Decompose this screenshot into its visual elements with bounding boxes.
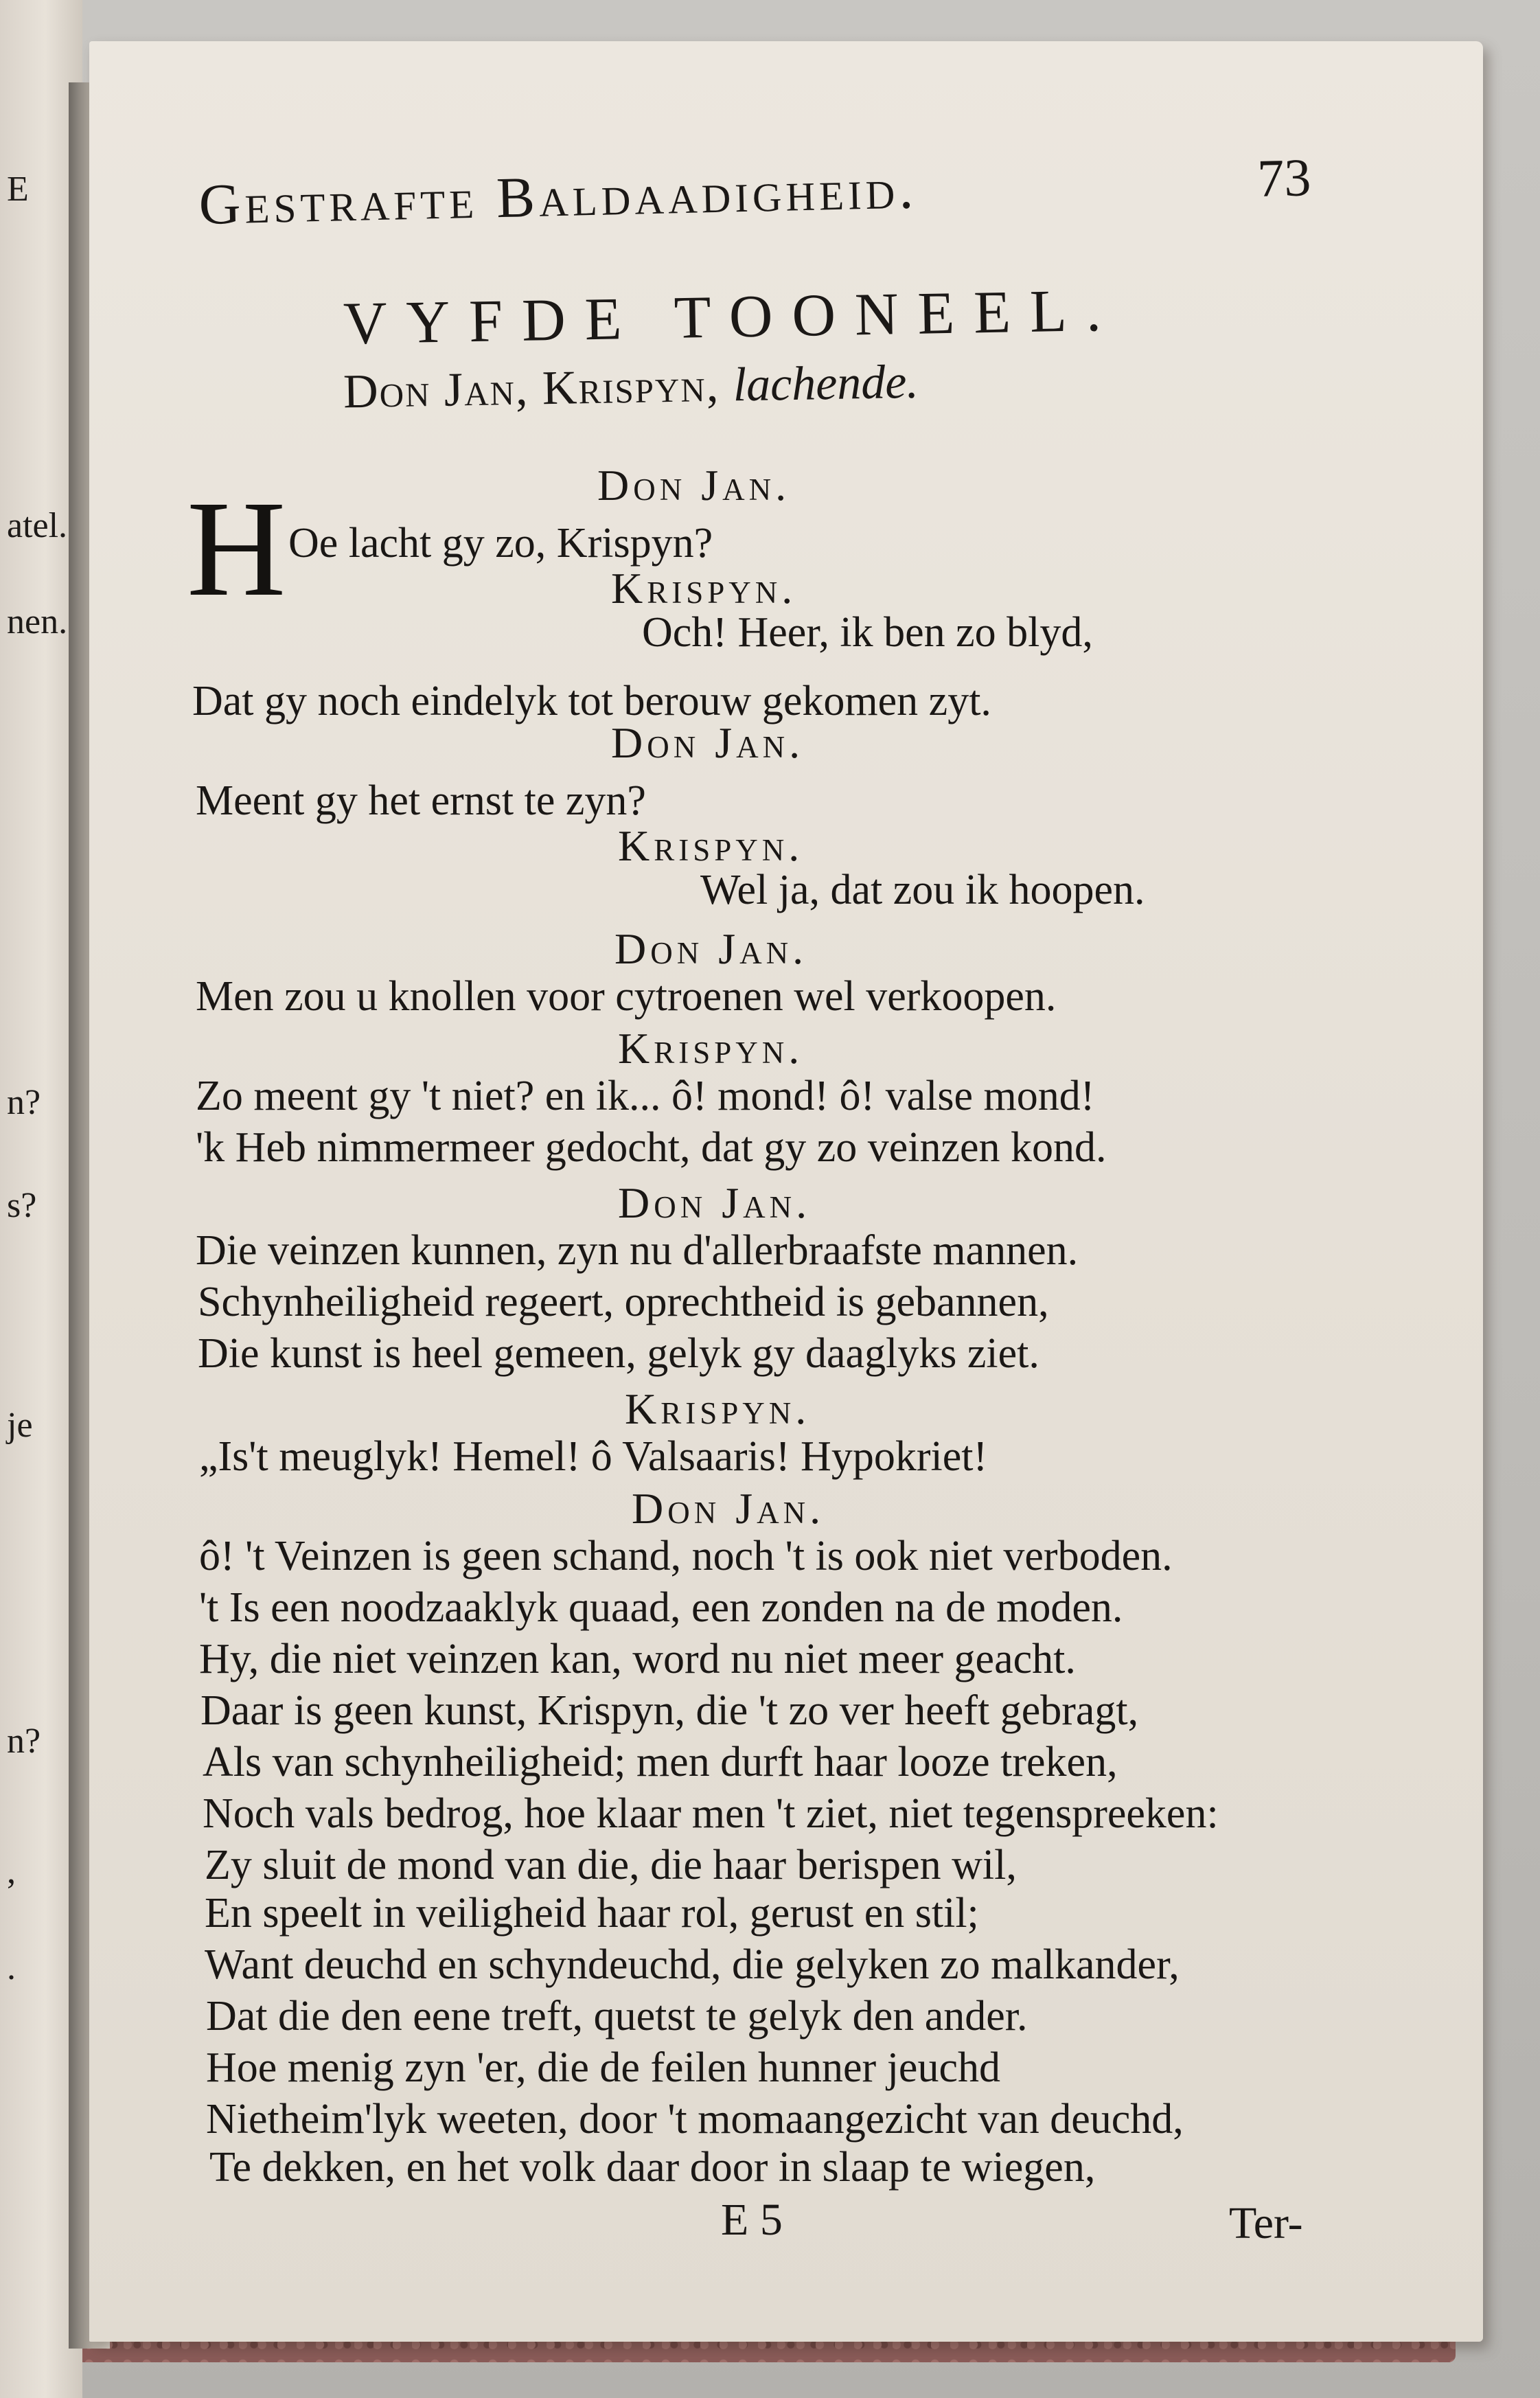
verse-line: Zy sluit de mond van die, die haar berispen wil, <box>205 1842 1017 1888</box>
speaker-name: Don Jan. <box>614 924 808 973</box>
speaker-name: Krispyn. <box>625 1384 811 1433</box>
left-page-fragment: atel. <box>7 506 68 545</box>
left-page-fragment: , <box>7 1852 16 1891</box>
running-head-title: Gestrafte Baldaadigheid. <box>198 157 919 237</box>
verse-line: Daar is geen kunst, Krispyn, die 't zo ver heeft gebragt, <box>200 1687 1139 1734</box>
speaker-name: Don Jan. <box>611 718 805 767</box>
signature-mark: E 5 <box>721 2195 783 2245</box>
verse-line: Schynheiligheid regeert, oprechtheid is gebannen, <box>198 1279 1049 1325</box>
verse-line: Noch vals bedrog, hoe klaar men 't ziet, niet tegenspreeken: <box>203 1790 1219 1837</box>
speaker-name: Don Jan. <box>618 1178 812 1227</box>
verse-line: ô! 't Veinzen is geen schand, noch 't is ook niet verboden. <box>199 1533 1173 1579</box>
left-page-fragment: n? <box>7 1722 41 1761</box>
verse-line: Meent gy het ernst te zyn? <box>196 777 646 824</box>
speaker-name: Don Jan. <box>632 1484 825 1533</box>
verse-line: Zo meent gy 't niet? en ik... ô! mond! ô! valse mond! <box>196 1073 1095 1119</box>
catchword: Ter- <box>1229 2198 1303 2248</box>
verse-line: Oe lacht gy zo, Krispyn? <box>288 520 713 567</box>
left-page-fragment: nen. <box>7 602 68 641</box>
verse-line: 't Is een noodzaaklyk quaad, een zonden na de moden. <box>199 1584 1123 1631</box>
speaker-name: Krispyn. <box>618 821 804 870</box>
scene-title: VYFDE TOONEEL. <box>343 277 1121 358</box>
verse-line: Te dekken, en het volk daar door in slaap te wiegen, <box>209 2144 1096 2191</box>
left-page-fragment: E <box>7 170 29 209</box>
verse-line: Wel ja, dat zou ik hoopen. <box>700 867 1145 913</box>
speaker-name: Krispyn. <box>618 1024 804 1073</box>
speaker-name: Krispyn. <box>611 564 797 613</box>
verse-line: Men zou u knollen voor cytroenen wel verkoopen. <box>196 973 1057 1020</box>
verse-line: Nietheim'lyk weeten, door 't momaangezicht van deuchd, <box>206 2096 1184 2143</box>
verse-line: Och! Heer, ik ben zo blyd, <box>642 609 1093 656</box>
left-page-fragment: n? <box>7 1083 41 1122</box>
page-number: 73 <box>1256 147 1312 209</box>
verse-line: „Is't meuglyk! Hemel! ô Valsaaris! Hypokriet! <box>199 1433 988 1480</box>
verse-line: Hoe menig zyn 'er, die de feilen hunner jeuchd <box>206 2044 1000 2091</box>
left-page-fragment: s? <box>7 1186 37 1225</box>
verse-line: Dat die den eene treft, quetst te gelyk den ander. <box>206 1993 1028 2040</box>
verse-line: En speelt in veiligheid haar rol, gerust en stil; <box>205 1890 979 1937</box>
cast-names: Don Jan, Krispyn, <box>343 358 720 419</box>
verse-line: Want deuchd en schyndeuchd, die gelyken zo malkander, <box>205 1941 1180 1988</box>
stage-direction: lachende. <box>733 355 919 412</box>
speaker-name: Don Jan. <box>597 461 791 510</box>
verse-line: Hy, die niet veinzen kan, word nu niet meer geacht. <box>199 1636 1076 1682</box>
drop-cap: H <box>187 473 286 625</box>
left-page-fragment: je <box>7 1406 33 1445</box>
verse-line: Dat gy noch eindelyk tot berouw gekomen zyt. <box>192 678 991 724</box>
verse-line: Als van schynheiligheid; men durft haar looze treken, <box>203 1739 1118 1785</box>
verse-line: Die veinzen kunnen, zyn nu d'allerbraafste mannen. <box>196 1227 1079 1274</box>
left-page-fragment: . <box>7 1948 16 1987</box>
verse-line: Die kunst is heel gemeen, gelyk gy daaglyks ziet. <box>198 1330 1039 1377</box>
verse-line: 'k Heb nimmermeer gedocht, dat gy zo veinzen kond. <box>196 1124 1107 1171</box>
